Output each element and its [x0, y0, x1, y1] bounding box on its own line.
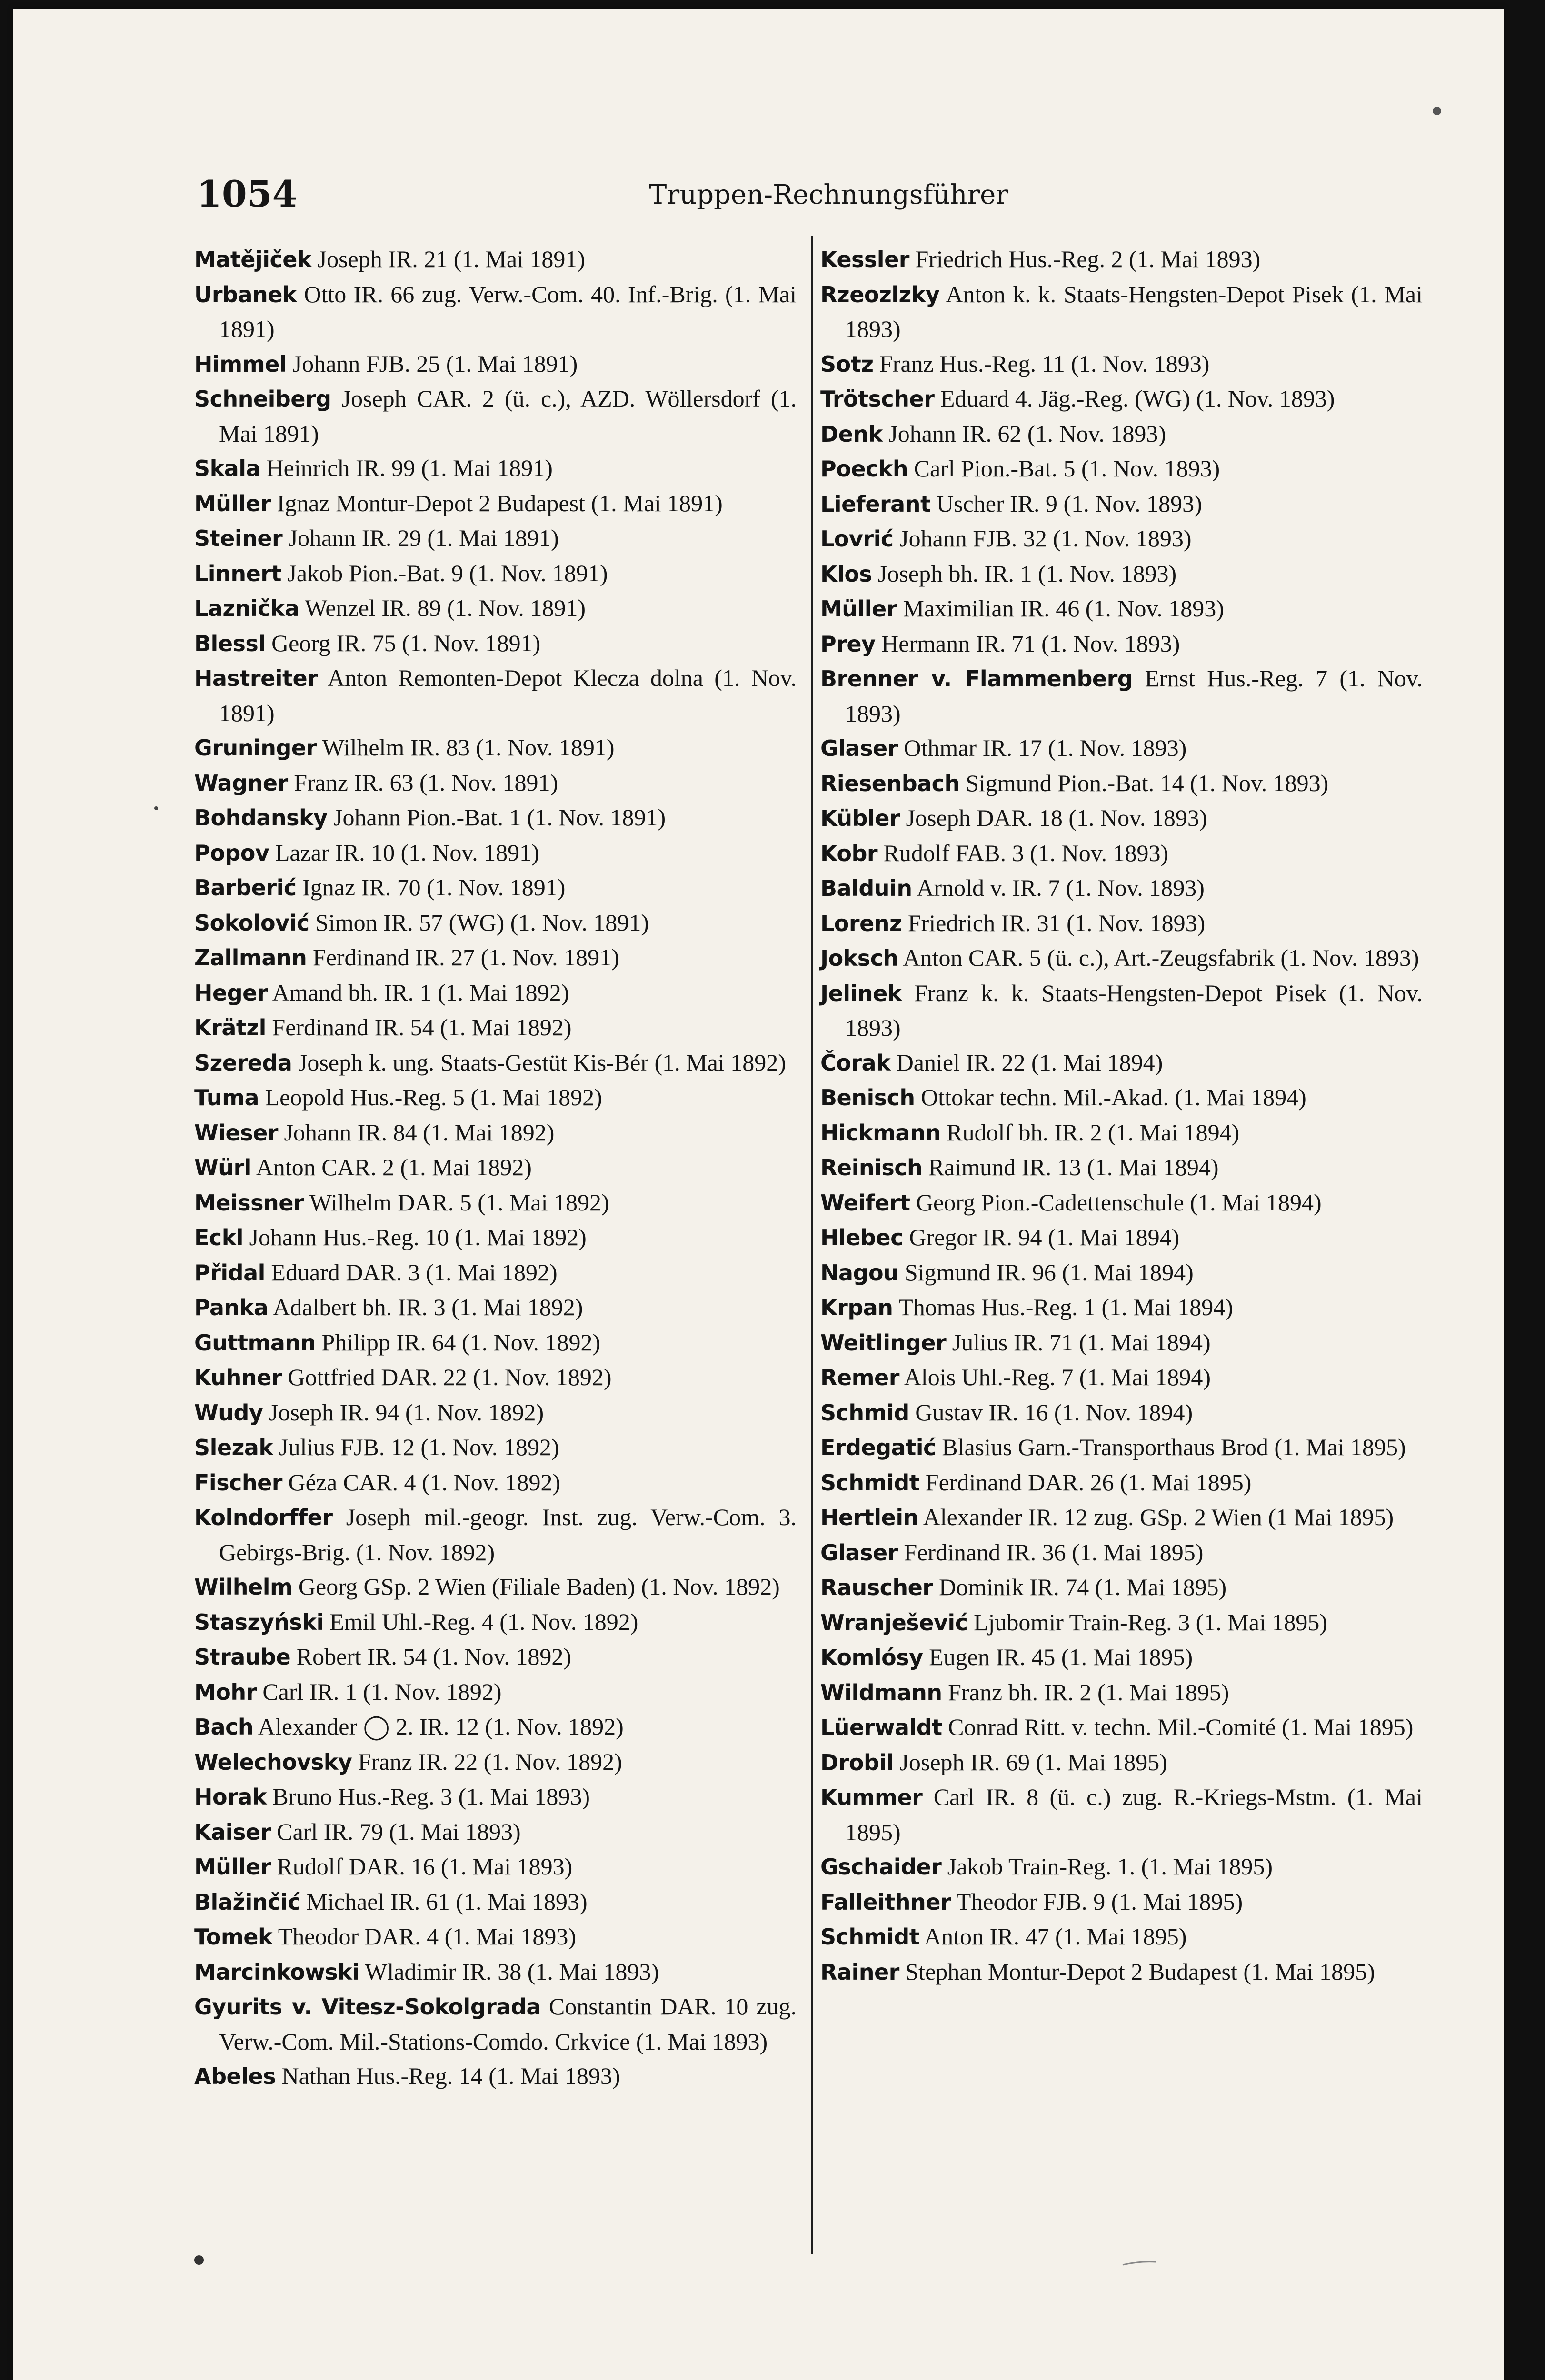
entry-name: Lüerwaldt: [820, 1715, 942, 1740]
entry-detail: Michael IR. 61 (1. Mai 1893): [306, 1888, 588, 1915]
list-item: [820, 416, 1423, 452]
list-item: [194, 1465, 797, 1500]
entry-name: Erdegatić: [820, 1435, 936, 1460]
entry-name: Heger: [194, 980, 268, 1006]
list-item: [194, 1675, 797, 1710]
entry-detail: Wladimir IR. 38 (1. Mai 1893): [365, 1958, 659, 1985]
list-item: [194, 1255, 797, 1290]
entry-name: Lieferant: [820, 491, 931, 517]
entry-name: Staszyński: [194, 1609, 324, 1635]
list-item: [820, 661, 1423, 731]
list-item: [194, 242, 797, 277]
entry-name: Steiner: [194, 526, 283, 551]
list-item: [194, 1045, 797, 1081]
list-item: [820, 1150, 1423, 1185]
entry-detail: Theodor DAR. 4 (1. Mai 1893): [278, 1923, 576, 1950]
list-item: [820, 801, 1423, 836]
entry-detail: Simon IR. 57 (WG) (1. Nov. 1891): [315, 909, 649, 936]
list-item: [194, 1919, 797, 1954]
entry-name: Schmidt: [820, 1924, 920, 1950]
list-item: [820, 1395, 1423, 1430]
list-item: [194, 975, 797, 1011]
entry-name: Wagner: [194, 770, 288, 796]
entry-name: Kessler: [820, 247, 909, 272]
list-item: [820, 1780, 1423, 1849]
list-item: [194, 1185, 797, 1220]
entry-detail: Adalbert bh. IR. 3 (1. Mai 1892): [273, 1294, 583, 1320]
entry-detail: Joseph k. ung. Staats-Gestüt Kis-Bér (1. Mai 1892): [298, 1049, 786, 1076]
entry-name: Gruninger: [194, 735, 317, 761]
entry-detail: Anton CAR. 2 (1. Mai 1892): [256, 1154, 532, 1180]
list-item: [194, 800, 797, 835]
list-item: [820, 1045, 1423, 1081]
list-item: [820, 1954, 1423, 1990]
entry-detail: Eduard DAR. 3 (1. Mai 1892): [271, 1259, 558, 1286]
list-item: [194, 1080, 797, 1115]
entry-detail: Anton CAR. 5 (ü. c.), Art.-Zeugsfabrik (1. Nov. 1893): [903, 944, 1419, 971]
list-item: [194, 940, 797, 975]
entry-name: Guttmann: [194, 1329, 316, 1356]
entry-name: Drobil: [820, 1749, 894, 1775]
entry-detail: Stephan Montur-Depot 2 Budapest (1. Mai 1895): [905, 1958, 1375, 1985]
list-item: [820, 766, 1423, 801]
list-item: [194, 1220, 797, 1255]
entry-detail: Julius FJB. 12 (1. Nov. 1892): [279, 1434, 559, 1460]
entry-detail: Carl Pion.-Bat. 5 (1. Nov. 1893): [914, 455, 1220, 482]
entry-detail: Rudolf DAR. 16 (1. Mai 1893): [277, 1853, 573, 1880]
entry-detail: Maximilian IR. 46 (1. Nov. 1893): [903, 595, 1224, 622]
entry-detail: Wilhelm IR. 83 (1. Nov. 1891): [322, 734, 615, 761]
entry-name: Laznička: [194, 595, 299, 621]
entry-name: Müller: [820, 596, 897, 622]
entry-name: Horak: [194, 1784, 267, 1810]
entry-detail: Philipp IR. 64 (1. Nov. 1892): [321, 1329, 601, 1356]
list-item: [194, 521, 797, 556]
entry-name: Krätzl: [194, 1015, 266, 1041]
entry-name: Prey: [820, 631, 876, 657]
list-item: [820, 1884, 1423, 1920]
list-item: [820, 1745, 1423, 1780]
entry-name: Popov: [194, 840, 269, 866]
list-item: [820, 1535, 1423, 1570]
entry-detail: Joseph IR. 69 (1. Mai 1895): [899, 1748, 1167, 1775]
list-item: [194, 1639, 797, 1675]
page-header: [197, 173, 1439, 225]
entry-detail: Johann IR. 62 (1. Nov. 1893): [888, 420, 1166, 447]
list-item: [820, 871, 1423, 906]
list-item: [820, 836, 1423, 871]
list-item: [820, 941, 1423, 976]
entry-detail: Franz k. k. Staats-Hengsten-Depot Pisek (1. Nov. 1893): [845, 979, 1423, 1041]
entry-name: Klos: [820, 561, 872, 587]
list-item: [820, 731, 1423, 766]
list-item: [194, 905, 797, 941]
entry-name: Panka: [194, 1295, 269, 1320]
entry-detail: Franz IR. 22 (1. Nov. 1892): [358, 1748, 622, 1775]
document-page: [13, 9, 1504, 2380]
list-item: [194, 765, 797, 801]
entry-detail: Ernst Hus.-Reg. 7 (1. Nov. 1893): [845, 665, 1423, 727]
list-item: [820, 486, 1423, 522]
list-item: [194, 277, 797, 347]
list-item: [820, 242, 1423, 277]
entry-detail: Georg GSp. 2 Wien (Filiale Baden) (1. Nov. 1892): [298, 1573, 780, 1600]
list-item: [194, 1745, 797, 1780]
entry-detail: Rudolf FAB. 3 (1. Nov. 1893): [883, 839, 1169, 866]
list-item: [820, 906, 1423, 941]
list-item: [194, 1290, 797, 1325]
entry-name: Wieser: [194, 1120, 278, 1146]
entry-detail: Johann IR. 29 (1. Mai 1891): [288, 525, 559, 551]
entry-name: Urbanek: [194, 281, 297, 307]
list-item: [194, 1360, 797, 1395]
list-item: [194, 1325, 797, 1360]
entry-name: Blažinčić: [194, 1889, 300, 1915]
entry-detail: Gottfried DAR. 22 (1. Nov. 1892): [288, 1364, 612, 1390]
entry-detail: Johann FJB. 32 (1. Nov. 1893): [899, 525, 1192, 552]
entry-name: Falleithner: [820, 1889, 951, 1915]
list-item: [820, 1500, 1423, 1535]
list-item: [194, 1150, 797, 1185]
entry-name: Lovrić: [820, 526, 894, 552]
entry-detail: Ottokar techn. Mil.-Akad. (1. Mai 1894): [921, 1084, 1306, 1111]
list-item: [820, 277, 1423, 347]
entry-detail: Franz bh. IR. 2 (1. Mai 1895): [948, 1678, 1229, 1706]
list-item: [194, 730, 797, 765]
entry-detail: Thomas Hus.-Reg. 1 (1. Mai 1894): [898, 1294, 1233, 1320]
list-item: [194, 1115, 797, 1150]
entry-name: Müller: [194, 490, 271, 516]
entry-name: Zallmann: [194, 945, 307, 971]
entry-detail: Wenzel IR. 89 (1. Nov. 1891): [305, 595, 586, 621]
entry-name: Riesenbach: [820, 770, 960, 796]
list-item: [194, 835, 797, 871]
entry-detail: Gregor IR. 94 (1. Mai 1894): [909, 1224, 1180, 1250]
running-title: Truppen-Rechnungsführer: [649, 179, 1009, 210]
list-item: [194, 1569, 797, 1605]
entry-detail: Eduard 4. Jäg.-Reg. (WG) (1. Nov. 1893): [940, 385, 1335, 412]
entry-detail: Ignaz Montur-Depot 2 Budapest (1. Mai 1891): [277, 489, 723, 516]
list-item: [194, 1605, 797, 1640]
entry-detail: Joseph IR. 21 (1. Mai 1891): [317, 246, 586, 272]
entry-name: Balduin: [820, 875, 912, 901]
entry-name: Wildmann: [820, 1679, 942, 1706]
entry-detail: Alexander ◯ 2. IR. 12 (1. Nov. 1892): [258, 1713, 624, 1740]
entry-detail: Lazar IR. 10 (1. Nov. 1891): [275, 839, 539, 866]
entry-name: Jelinek: [820, 980, 902, 1006]
list-item: [194, 1010, 797, 1045]
list-item: [194, 870, 797, 905]
list-item: [194, 1430, 797, 1465]
entry-detail: Johann FJB. 25 (1. Mai 1891): [292, 350, 578, 377]
entry-detail: Othmar IR. 17 (1. Nov. 1893): [904, 734, 1187, 761]
list-item: [820, 381, 1423, 416]
speck-mark: [194, 2255, 204, 2265]
entry-detail: Ferdinand DAR. 26 (1. Mai 1895): [925, 1468, 1252, 1496]
list-item: [820, 1570, 1423, 1605]
list-item: [194, 347, 797, 382]
list-item: [194, 451, 797, 486]
list-item: [194, 591, 797, 626]
entry-detail: Daniel IR. 22 (1. Mai 1894): [896, 1049, 1163, 1076]
entry-detail: Ferdinand IR. 54 (1. Mai 1892): [272, 1014, 572, 1041]
list-item: [820, 1290, 1423, 1325]
entry-name: Wranješević: [820, 1609, 968, 1636]
list-item: [820, 1080, 1423, 1115]
entry-name: Bach: [194, 1714, 254, 1740]
entry-detail: Leopold Hus.-Reg. 5 (1. Mai 1892): [265, 1084, 602, 1111]
entry-name: Blessl: [194, 630, 266, 656]
entry-name: Krpan: [820, 1295, 893, 1320]
entry-detail: Arnold v. IR. 7 (1. Nov. 1893): [917, 874, 1205, 901]
list-item: [194, 1884, 797, 1920]
entry-name: Rainer: [820, 1959, 899, 1985]
entry-detail: Ignaz IR. 70 (1. Nov. 1891): [302, 874, 566, 901]
list-item: [194, 1395, 797, 1430]
list-item: [820, 1255, 1423, 1290]
entry-name: Poeckh: [820, 456, 908, 482]
entry-name: Meissner: [194, 1190, 304, 1216]
entry-detail: Carl IR. 1 (1. Nov. 1892): [262, 1678, 502, 1705]
entry-name: Trötscher: [820, 386, 935, 412]
list-item: [820, 347, 1423, 382]
entry-detail: Dominik IR. 74 (1. Mai 1895): [939, 1574, 1227, 1600]
list-item: [194, 556, 797, 591]
list-item: [194, 1815, 797, 1850]
entry-detail: Theodor FJB. 9 (1. Mai 1895): [956, 1888, 1243, 1915]
right-column: [820, 242, 1423, 1989]
entry-name: Gyurits v. Vitesz-Sokolgrada: [194, 1994, 541, 2020]
entry-name: Sotz: [820, 351, 874, 377]
entry-detail: Carl IR. 8 (ü. c.) zug. R.-Kriegs-Mstm. (1. Mai 1895): [845, 1784, 1423, 1845]
entry-name: Tomek: [194, 1924, 273, 1950]
entry-name: Abeles: [194, 2063, 276, 2089]
entry-detail: Heinrich IR. 99 (1. Mai 1891): [266, 455, 553, 481]
list-item: [194, 1500, 797, 1569]
entry-detail: Franz Hus.-Reg. 11 (1. Nov. 1893): [879, 350, 1210, 377]
entry-name: Hickmann: [820, 1120, 941, 1146]
entry-name: Weifert: [820, 1190, 910, 1216]
list-item: [194, 1709, 797, 1745]
entry-name: Remer: [820, 1365, 899, 1390]
entry-name: Mohr: [194, 1679, 257, 1705]
entry-detail: Joseph mil.-geogr. Inst. zug. Verw.-Com. 3. Gebirgs-Brig. (1. Nov. 1892): [219, 1504, 797, 1566]
list-item: [194, 2059, 797, 2094]
entry-name: Müller: [194, 1854, 271, 1880]
entry-detail: Constantin DAR. 10 zug. Verw.-Com. Mil.-Stations-Comdo. Crkvice (1. Mai 1893): [219, 1993, 797, 2055]
entry-name: Glaser: [820, 735, 898, 761]
entry-detail: Bruno Hus.-Reg. 3 (1. Mai 1893): [272, 1783, 590, 1810]
speck-mark: [1433, 107, 1441, 115]
list-item: [820, 1919, 1423, 1954]
entry-detail: Joseph DAR. 18 (1. Nov. 1893): [906, 804, 1207, 831]
list-item: [194, 1954, 797, 1990]
entry-detail: Emil Uhl.-Reg. 4 (1. Nov. 1892): [329, 1608, 638, 1635]
list-item: [820, 1675, 1423, 1710]
entry-name: Straube: [194, 1644, 291, 1670]
entry-name: Schmidt: [820, 1469, 920, 1496]
list-item: [194, 1989, 797, 2059]
list-item: [820, 1220, 1423, 1255]
list-item: [820, 1849, 1423, 1884]
list-item: [820, 521, 1423, 556]
list-item: [820, 976, 1423, 1045]
entry-detail: Carl IR. 79 (1. Mai 1893): [277, 1818, 521, 1845]
entry-detail: Anton Remonten-Depot Klecza dolna (1. Nov. 1891): [219, 664, 797, 726]
list-item: [820, 591, 1423, 626]
entry-detail: Jakob Pion.-Bat. 9 (1. Nov. 1891): [287, 559, 608, 586]
entry-name: Skala: [194, 456, 261, 481]
entry-name: Komlósy: [820, 1645, 923, 1670]
list-item: [820, 451, 1423, 486]
page-number: 1054: [197, 173, 298, 215]
entry-detail: Alexander IR. 12 zug. GSp. 2 Wien (1 Mai 1895): [923, 1504, 1394, 1530]
entry-detail: Joseph bh. IR. 1 (1. Nov. 1893): [877, 560, 1177, 587]
entry-name: Welechovsky: [194, 1749, 352, 1775]
entry-detail: Blasius Garn.-Transporthaus Brod (1. Mai 1895): [942, 1434, 1406, 1460]
entry-name: Reinisch: [820, 1155, 923, 1180]
entry-name: Čorak: [820, 1050, 891, 1076]
entry-detail: Georg IR. 75 (1. Nov. 1891): [271, 629, 541, 656]
list-item: [194, 381, 797, 451]
list-item: [194, 661, 797, 730]
list-item: [820, 1430, 1423, 1465]
entry-name: Přidal: [194, 1259, 265, 1286]
entry-name: Gschaider: [820, 1854, 942, 1880]
entry-name: Kolndorffer: [194, 1505, 333, 1530]
list-item: [820, 1710, 1423, 1745]
entry-detail: Ferdinand IR. 27 (1. Nov. 1891): [312, 944, 619, 971]
entry-name: Hastreiter: [194, 665, 318, 691]
entry-name: Wilhelm: [194, 1574, 293, 1600]
entry-name: Marcinkowski: [194, 1959, 359, 1985]
entry-detail: Georg Pion.-Cadettenschule (1. Mai 1894): [916, 1189, 1322, 1216]
entry-name: Kobr: [820, 840, 878, 866]
entry-detail: Franz IR. 63 (1. Nov. 1891): [294, 769, 558, 796]
entry-name: Weitlinger: [820, 1329, 947, 1356]
list-item: [820, 1465, 1423, 1500]
speck-mark: [1123, 2262, 1156, 2265]
list-item: [194, 486, 797, 521]
entry-name: Fischer: [194, 1469, 282, 1496]
list-item: [820, 1360, 1423, 1395]
entry-detail: Friedrich Hus.-Reg. 2 (1. Mai 1893): [915, 246, 1261, 272]
entry-name: Glaser: [820, 1539, 898, 1566]
entry-name: Würl: [194, 1155, 251, 1180]
entry-detail: Conrad Ritt. v. techn. Mil.-Comité (1. Mai 1895): [948, 1714, 1414, 1740]
entry-detail: Uscher IR. 9 (1. Nov. 1893): [936, 490, 1202, 517]
entry-name: Rauscher: [820, 1575, 933, 1600]
entry-detail: Gustav IR. 16 (1. Nov. 1894): [915, 1398, 1193, 1426]
list-item: [820, 1185, 1423, 1220]
entry-detail: Géza CAR. 4 (1. Nov. 1892): [288, 1468, 561, 1496]
entry-name: Hlebec: [820, 1225, 903, 1250]
entry-name: Nagou: [820, 1259, 899, 1286]
entry-name: Kaiser: [194, 1819, 271, 1845]
entry-detail: Johann Hus.-Reg. 10 (1. Mai 1892): [249, 1224, 587, 1250]
entry-detail: Alois Uhl.-Reg. 7 (1. Mai 1894): [904, 1364, 1211, 1390]
entry-detail: Robert IR. 54 (1. Nov. 1892): [296, 1643, 571, 1670]
list-item: [820, 1115, 1423, 1150]
entry-name: Tuma: [194, 1085, 259, 1111]
speck-mark: [154, 806, 158, 810]
entry-name: Linnert: [194, 560, 281, 586]
entry-detail: Joseph CAR. 2 (ü. c.), AZD. Wöllersdorf (1. Mai 1891): [219, 385, 797, 447]
list-item: [820, 1605, 1423, 1640]
entry-name: Himmel: [194, 351, 287, 377]
list-item: [194, 626, 797, 661]
entry-name: Brenner v. Flammenberg: [820, 666, 1133, 692]
entry-detail: Johann IR. 84 (1. Mai 1892): [284, 1119, 555, 1146]
column-divider: [811, 236, 813, 2254]
list-item: [820, 1640, 1423, 1675]
list-item: [194, 1849, 797, 1884]
entry-name: Rzeozlzky: [820, 281, 940, 307]
entry-name: Kübler: [820, 805, 900, 831]
entry-detail: Anton k. k. Staats-Hengsten-Depot Pisek (1. Mai 1893): [845, 280, 1423, 342]
entry-detail: Raimund IR. 13 (1. Mai 1894): [928, 1154, 1219, 1180]
entry-name: Kummer: [820, 1785, 923, 1810]
entry-name: Szereda: [194, 1050, 292, 1076]
entry-detail: Sigmund Pion.-Bat. 14 (1. Nov. 1893): [966, 769, 1329, 796]
entry-name: Wudy: [194, 1399, 263, 1426]
entry-name: Kuhner: [194, 1365, 282, 1390]
entry-detail: Otto IR. 66 zug. Verw.-Com. 40. Inf.-Brig. (1. Mai 1891): [219, 280, 797, 342]
entry-name: Benisch: [820, 1085, 915, 1111]
entry-detail: Hermann IR. 71 (1. Nov. 1893): [881, 630, 1180, 657]
list-item: [194, 1779, 797, 1815]
entry-name: Matějiček: [194, 247, 312, 272]
entry-detail: Anton IR. 47 (1. Mai 1895): [924, 1923, 1187, 1950]
entry-detail: Joseph IR. 94 (1. Nov. 1892): [269, 1398, 544, 1426]
entry-detail: Ferdinand IR. 36 (1. Mai 1895): [904, 1538, 1204, 1566]
entry-detail: Ljubomir Train-Reg. 3 (1. Mai 1895): [973, 1608, 1328, 1636]
entry-name: Schmid: [820, 1399, 909, 1426]
entry-name: Slezak: [194, 1435, 273, 1460]
entry-name: Sokolović: [194, 910, 309, 936]
entry-detail: Wilhelm DAR. 5 (1. Mai 1892): [309, 1189, 609, 1216]
entry-detail: Sigmund IR. 96 (1. Mai 1894): [904, 1259, 1194, 1286]
entry-name: Joksch: [820, 945, 898, 971]
entry-name: Bohdansky: [194, 805, 328, 831]
entry-detail: Jakob Train-Reg. 1. (1. Mai 1895): [947, 1853, 1273, 1880]
entry-name: Eckl: [194, 1225, 244, 1250]
entry-detail: Friedrich IR. 31 (1. Nov. 1893): [907, 909, 1206, 936]
entry-name: Barberić: [194, 875, 297, 901]
entry-name: Lorenz: [820, 910, 902, 936]
list-item: [820, 1325, 1423, 1360]
entry-detail: Nathan Hus.-Reg. 14 (1. Mai 1893): [281, 2063, 620, 2089]
entry-detail: Rudolf bh. IR. 2 (1. Mai 1894): [947, 1119, 1240, 1146]
entry-detail: Julius IR. 71 (1. Mai 1894): [952, 1329, 1211, 1356]
entry-detail: Eugen IR. 45 (1. Mai 1895): [929, 1644, 1193, 1670]
list-item: [820, 556, 1423, 592]
entry-detail: Johann Pion.-Bat. 1 (1. Nov. 1891): [333, 804, 666, 831]
entry-name: Schneiberg: [194, 386, 331, 412]
entry-detail: Amand bh. IR. 1 (1. Mai 1892): [272, 979, 569, 1006]
entry-name: Hertlein: [820, 1505, 918, 1530]
left-column: [194, 242, 797, 2094]
list-item: [820, 626, 1423, 662]
entry-name: Denk: [820, 421, 883, 447]
